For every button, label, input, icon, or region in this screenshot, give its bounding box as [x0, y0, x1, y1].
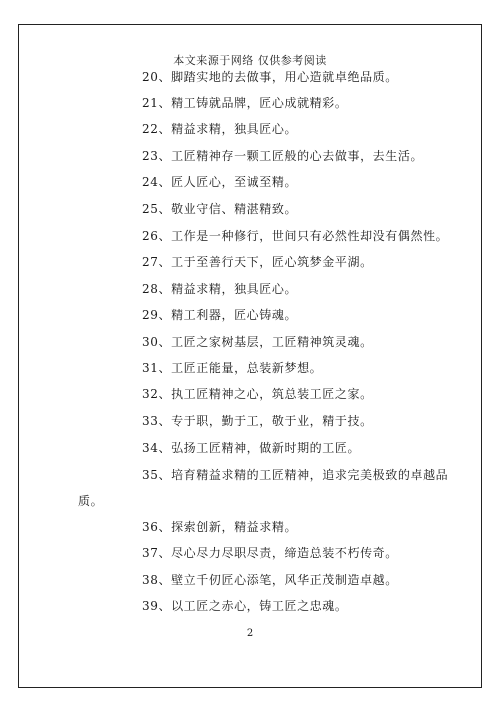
- list-item: 23、工匠精神存一颗工匠般的心去做事，去生活。: [142, 149, 424, 163]
- list-item: 20、脚踏实地的去做事，用心造就卓绝品质。: [142, 70, 398, 84]
- list-item: 30、工匠之家树基层，工匠精神筑灵魂。: [142, 335, 373, 349]
- list-item: 35、培育精益求精的工匠精神，追求完美极致的卓越品: [142, 468, 449, 482]
- list-item: 38、壁立千仞匠心添笔，风华正茂制造卓越。: [142, 573, 398, 587]
- list-item: 37、尽心尽力尽职尽责，缔造总装不朽传奇。: [142, 546, 398, 560]
- list-item: 21、精工铸就品牌，匠心成就精彩。: [142, 96, 348, 110]
- list-item: 26、工作是一种修行，世间只有必然性却没有偶然性。: [142, 229, 449, 243]
- list-item: 34、弘扬工匠精神，做新时期的工匠。: [142, 441, 361, 455]
- list-item: 25、敬业守信、精湛精致。: [142, 202, 298, 216]
- list-item: 39、以工匠之赤心，铸工匠之忠魂。: [142, 599, 348, 613]
- list-item: 32、执工匠精神之心，筑总装工匠之家。: [142, 387, 373, 401]
- list-item: 27、工于至善行天下，匠心筑梦金平湖。: [142, 255, 373, 269]
- list-item: 36、探索创新，精益求精。: [142, 520, 298, 534]
- list-item: 28、精益求精，独具匠心。: [142, 282, 298, 296]
- list-item: 22、精益求精，独具匠心。: [142, 122, 298, 136]
- list-item: 33、专于职，勤于工，敬于业，精于技。: [142, 414, 373, 428]
- list-item: 31、工匠正能量，总装新梦想。: [142, 361, 323, 375]
- page-header: 本文来源于网络 仅供参考阅读: [173, 54, 327, 67]
- list-item: 24、匠人匠心，至诚至精。: [142, 175, 298, 189]
- list-item: 29、精工利器，匠心铸魂。: [142, 308, 298, 322]
- page-number: 2: [246, 628, 254, 639]
- list-item-continuation: 质。: [78, 494, 104, 508]
